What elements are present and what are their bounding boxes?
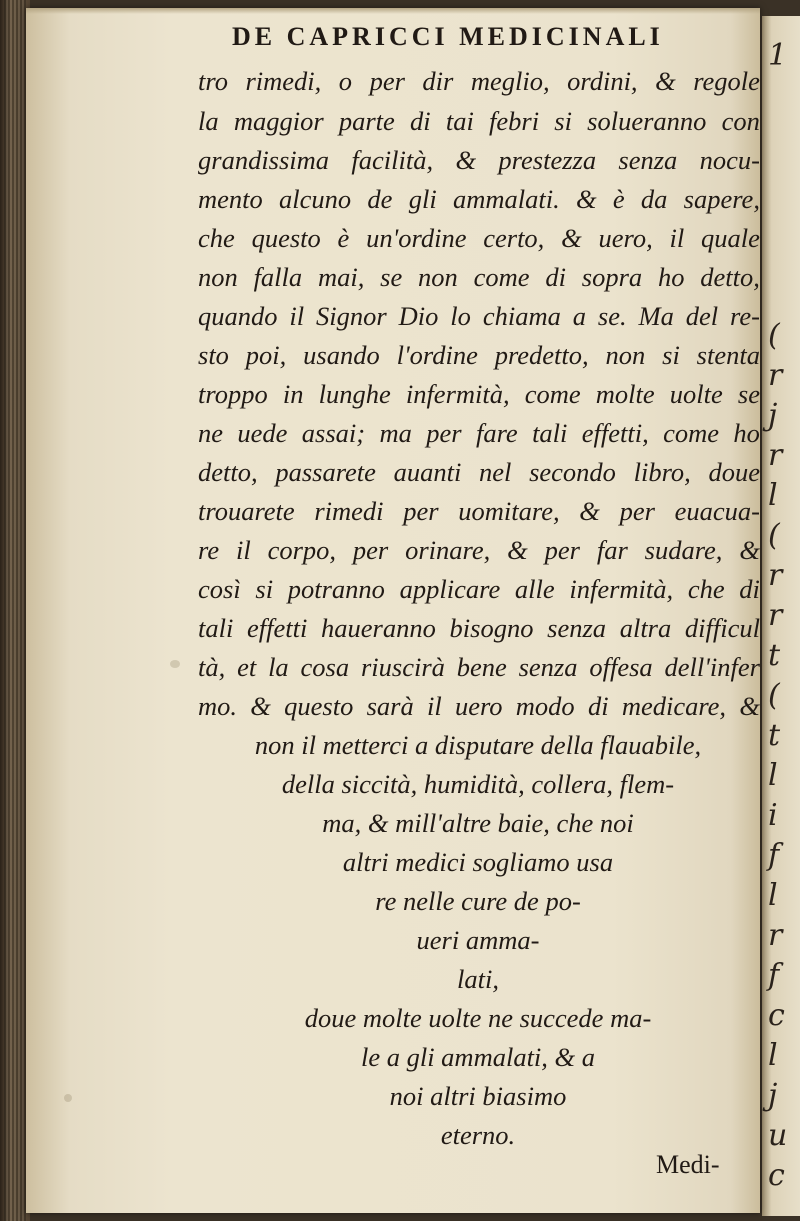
word: se xyxy=(737,379,760,409)
word: tai xyxy=(445,106,474,136)
text-line xyxy=(198,340,760,370)
word: in xyxy=(282,379,304,409)
word: maggior xyxy=(233,106,324,136)
word: parte xyxy=(338,106,395,136)
word: mento xyxy=(198,184,263,214)
word: rimedi xyxy=(314,496,384,526)
word: tà, xyxy=(198,652,226,682)
word: per xyxy=(403,496,439,526)
word: modo xyxy=(515,691,575,721)
word: orinare, xyxy=(405,535,491,565)
word: non xyxy=(605,340,646,370)
word: falla xyxy=(253,262,303,292)
word: bene xyxy=(456,652,507,682)
word: uede xyxy=(237,418,288,448)
word: per xyxy=(544,535,580,565)
word: quando xyxy=(198,301,278,331)
adjacent-glyph: ( xyxy=(768,518,780,553)
adjacent-glyph: f xyxy=(768,958,780,993)
word: far xyxy=(596,535,628,565)
word: bisogno xyxy=(449,613,534,643)
adjacent-glyph: r xyxy=(768,558,783,593)
word: per xyxy=(352,535,389,565)
adjacent-glyph xyxy=(768,76,798,116)
text-line: della siccità, humidità, collera, flem- xyxy=(281,769,675,799)
word: se. xyxy=(597,301,627,331)
word: uomitare, xyxy=(458,496,560,526)
word: che xyxy=(198,223,235,253)
word: & xyxy=(655,66,676,96)
word: questo xyxy=(251,223,321,253)
word: effetti xyxy=(247,613,308,643)
word: libro, xyxy=(633,457,691,487)
word: senza xyxy=(518,652,578,682)
word: ammalati. xyxy=(452,184,560,214)
word: nel xyxy=(479,457,512,487)
word: lo xyxy=(450,301,471,331)
word: sudare, xyxy=(644,535,723,565)
text-line xyxy=(198,379,760,409)
adjacent-glyph: l xyxy=(768,878,778,913)
word: da xyxy=(640,184,668,214)
word: di xyxy=(410,106,431,136)
word: si xyxy=(554,106,572,136)
word: o xyxy=(338,66,353,96)
word: & xyxy=(575,184,597,214)
word: il xyxy=(426,691,442,721)
text-line xyxy=(198,418,760,448)
word: l'ordine xyxy=(396,340,478,370)
word: sapere, xyxy=(683,184,760,214)
word: lunghe xyxy=(318,379,391,409)
word: tali xyxy=(532,418,568,448)
word: senza xyxy=(618,145,678,175)
adjacent-glyph: j xyxy=(768,1078,778,1113)
word: per xyxy=(369,66,405,96)
word: solueranno xyxy=(587,106,707,136)
word: passarete xyxy=(275,457,376,487)
word: meglio, xyxy=(470,66,550,96)
text-line xyxy=(198,145,760,175)
word: il xyxy=(235,535,251,565)
text-line: le a gli ammalati, & a xyxy=(360,1042,596,1072)
word: sopra xyxy=(581,262,643,292)
adjacent-glyph: u xyxy=(768,1118,788,1153)
word: di xyxy=(545,262,566,292)
word: come xyxy=(524,379,581,409)
word: Signor xyxy=(316,301,387,331)
word: & xyxy=(579,496,600,526)
word: mai, xyxy=(317,262,365,292)
word: & xyxy=(507,535,528,565)
adjacent-page-edge xyxy=(762,16,800,1216)
text-line xyxy=(198,184,760,214)
word: è xyxy=(612,184,625,214)
word: alle xyxy=(514,574,555,604)
word: è xyxy=(337,223,350,253)
word: riuscirà xyxy=(360,652,445,682)
adjacent-glyph: c xyxy=(768,998,785,1033)
text-line xyxy=(198,613,760,643)
text-line: noi altri biasimo xyxy=(389,1081,567,1111)
word: euacua- xyxy=(674,496,760,526)
word: sto xyxy=(198,340,229,370)
word: ho xyxy=(733,418,760,448)
adjacent-glyph: ( xyxy=(768,678,780,713)
word: la xyxy=(268,652,289,682)
text-line xyxy=(198,496,760,526)
word: facilità, xyxy=(351,145,434,175)
text-line: eterno. xyxy=(440,1120,516,1150)
adjacent-glyph: l xyxy=(768,1038,778,1073)
text-line: altri medici sogliamo usa xyxy=(342,847,614,877)
word: detto, xyxy=(198,457,258,487)
text-line: lati, xyxy=(457,964,499,994)
text-line: doue molte uolte ne succede ma- xyxy=(304,1003,652,1033)
word: & xyxy=(561,223,582,253)
word: re xyxy=(198,535,220,565)
word: ne xyxy=(198,418,224,448)
word: altra xyxy=(619,613,672,643)
word: che xyxy=(687,574,725,604)
word: questo xyxy=(284,691,354,721)
word: troppo xyxy=(198,379,268,409)
word: et xyxy=(237,652,257,682)
word: un'ordine xyxy=(366,223,467,253)
word: di xyxy=(587,691,609,721)
word: dell'infer xyxy=(664,652,760,682)
word: si xyxy=(662,340,680,370)
word: gli xyxy=(408,184,437,214)
word: dir xyxy=(422,66,454,96)
word: si xyxy=(255,574,274,604)
word: cosa xyxy=(300,652,350,682)
running-head: DE CAPRICCI MEDICINALI xyxy=(232,22,664,51)
word: il xyxy=(289,301,305,331)
adjacent-glyph: r xyxy=(768,598,783,633)
catchword: Medi- xyxy=(656,1150,720,1179)
word: febri xyxy=(489,106,540,136)
word: del xyxy=(685,301,719,331)
text-line xyxy=(198,574,760,604)
word: grandissima xyxy=(198,145,330,175)
word: & xyxy=(455,145,477,175)
word: fare xyxy=(475,418,518,448)
word: regole xyxy=(693,66,760,96)
word: uero, xyxy=(598,223,653,253)
word: applicare xyxy=(399,574,501,604)
word: molte xyxy=(595,379,655,409)
word: corpo, xyxy=(267,535,337,565)
word: mo. xyxy=(198,691,238,721)
word: come xyxy=(473,262,530,292)
text-line xyxy=(198,301,760,331)
word: & xyxy=(739,535,760,565)
adjacent-glyph xyxy=(768,276,798,316)
text-line: ma, & mill'altre baie, che noi xyxy=(322,808,634,838)
word: detto, xyxy=(700,262,760,292)
word: sarà xyxy=(366,691,414,721)
word: medicare, xyxy=(621,691,727,721)
word: effetti, xyxy=(581,418,649,448)
word: Ma xyxy=(638,301,674,331)
word: poi, xyxy=(245,340,287,370)
adjacent-glyph: r xyxy=(768,438,783,473)
word: infermità, xyxy=(405,379,510,409)
word: nocu- xyxy=(699,145,760,175)
word: stenta xyxy=(696,340,760,370)
word: prestezza xyxy=(498,145,597,175)
word: non xyxy=(198,262,238,292)
word: infermità, xyxy=(569,574,674,604)
word: & xyxy=(250,691,271,721)
word: ho xyxy=(657,262,685,292)
word: predetto, xyxy=(494,340,589,370)
adjacent-glyph xyxy=(768,236,798,276)
word: per xyxy=(426,418,462,448)
word: re- xyxy=(730,301,760,331)
ink-speck xyxy=(64,1094,72,1102)
adjacent-glyph: r xyxy=(768,358,783,393)
word: difficul xyxy=(684,613,760,643)
word: de xyxy=(367,184,393,214)
word: tali xyxy=(198,613,234,643)
word: per xyxy=(619,496,655,526)
word: assai; xyxy=(301,418,366,448)
text-line xyxy=(198,652,760,682)
word: rimedi, xyxy=(245,66,322,96)
word: chiama xyxy=(482,301,561,331)
adjacent-glyph: l xyxy=(768,758,778,793)
adjacent-glyph: t xyxy=(768,638,781,673)
adjacent-glyph: c xyxy=(768,1158,785,1193)
text-line: re nelle cure de po- xyxy=(375,886,581,916)
word: ma xyxy=(379,418,412,448)
word: con xyxy=(721,106,760,136)
word: offesa xyxy=(589,652,653,682)
adjacent-glyph: t xyxy=(768,718,781,753)
word: potranno xyxy=(287,574,385,604)
text-line: ueri amma- xyxy=(416,925,540,955)
ink-speck xyxy=(170,660,180,668)
word: senza xyxy=(547,613,607,643)
adjacent-glyph: 1 xyxy=(768,38,788,73)
word: trouarete xyxy=(198,496,295,526)
adjacent-glyph: r xyxy=(768,918,783,953)
word: a xyxy=(572,301,586,331)
word: come xyxy=(663,418,720,448)
word: usando xyxy=(303,340,380,370)
adjacent-glyph xyxy=(768,116,798,156)
text-line xyxy=(198,691,760,721)
word: auanti xyxy=(393,457,462,487)
text-line: non il metterci a disputare della flauabile, xyxy=(254,730,702,760)
word: di xyxy=(739,574,760,604)
word: tro xyxy=(198,66,228,96)
adjacent-glyph: f xyxy=(768,838,780,873)
adjacent-glyph xyxy=(768,196,798,236)
adjacent-glyph: i xyxy=(768,798,778,833)
text-line xyxy=(198,106,760,136)
adjacent-glyph xyxy=(768,156,798,196)
text-line xyxy=(198,223,760,253)
word: haueranno xyxy=(321,613,436,643)
adjacent-glyph: ( xyxy=(768,318,780,353)
word: il xyxy=(669,223,685,253)
page-top-edge xyxy=(26,8,760,14)
adjacent-glyph: l xyxy=(768,478,778,513)
binding-texture xyxy=(4,0,26,1221)
word: & xyxy=(739,691,760,721)
adjacent-page-glyphs xyxy=(768,36,798,1196)
adjacent-glyph: j xyxy=(768,398,778,433)
word: certo, xyxy=(483,223,545,253)
text-line xyxy=(198,66,760,96)
word: secondo xyxy=(529,457,616,487)
word: la xyxy=(198,106,219,136)
word: uero xyxy=(454,691,503,721)
word: ordini, xyxy=(567,66,638,96)
word: uolte xyxy=(669,379,723,409)
word: doue xyxy=(708,457,760,487)
text-line xyxy=(198,535,760,565)
text-line xyxy=(198,262,760,292)
text-line xyxy=(198,457,760,487)
word: alcuno xyxy=(279,184,352,214)
word: quale xyxy=(701,223,760,253)
word: così xyxy=(198,574,241,604)
word: se xyxy=(380,262,403,292)
word: non xyxy=(418,262,458,292)
word: Dio xyxy=(398,301,439,331)
